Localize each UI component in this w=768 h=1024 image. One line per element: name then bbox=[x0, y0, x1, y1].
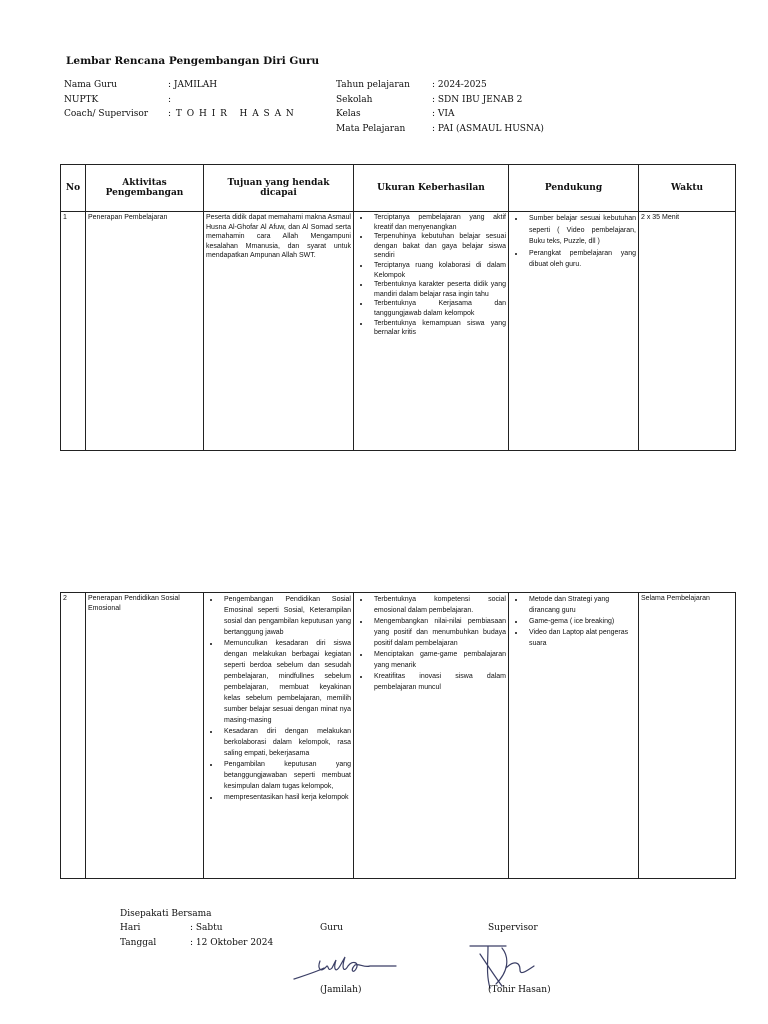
list-item: • Perangkat pembelajaran yang dibuat oleh guru. bbox=[525, 248, 636, 271]
pendukung-list bbox=[511, 213, 636, 271]
list-item: • Video dan Laptop alat pengeras suara bbox=[525, 627, 636, 649]
header-no: No bbox=[61, 165, 86, 212]
tanggal-label: Tanggal bbox=[120, 938, 157, 948]
list-item: • Terpenuhinya kebutuhan belajar sesuai dengan bakat dan gaya belajar siswa sendiri bbox=[370, 232, 506, 261]
identity-row bbox=[64, 107, 295, 122]
identity-right bbox=[336, 78, 544, 136]
cell-no: 2 bbox=[61, 593, 86, 879]
hari-value: : Sabtu bbox=[190, 923, 223, 933]
list-item: • Terciptanya ruang kolaborasi di dalam Kelompok bbox=[370, 261, 506, 280]
field-value: : VIA bbox=[432, 109, 455, 119]
cell-pendukung bbox=[509, 212, 639, 451]
field-label: Kelas bbox=[336, 109, 361, 119]
cell-tujuan bbox=[204, 593, 354, 879]
table-row bbox=[61, 593, 736, 879]
identity-row bbox=[336, 78, 544, 93]
field-value: : 2024-2025 bbox=[432, 80, 487, 90]
list-item: • Terciptanya pembelajaran yang aktif kreatif dan menyenangkan bbox=[370, 213, 506, 232]
header-pendukung: Pendukung bbox=[509, 165, 639, 212]
list-item: • Game-gema ( ice breaking) bbox=[525, 616, 636, 627]
cell-waktu: Selama Pembelajaran bbox=[639, 593, 736, 879]
cell-ukuran bbox=[354, 212, 509, 451]
cell-no: 1 bbox=[61, 212, 86, 451]
list-item: • Kesadaran diri dengan melakukan berkolaborasi dalam kelompok, rasa saling empati, bekerjasama bbox=[220, 726, 351, 759]
list-item: • Terbentuknya karakter peserta didik yang mandiri dalam belajar rasa ingin tahu bbox=[370, 280, 506, 299]
agreement-heading: Disepakati Bersama bbox=[120, 909, 212, 919]
list-item: • Kreatifitas inovasi siswa dalam pembelajaran muncul bbox=[370, 671, 506, 693]
guru-signature bbox=[290, 948, 405, 984]
identity-left bbox=[64, 78, 295, 122]
header-ukuran: Ukuran Keberhasilan bbox=[354, 165, 509, 212]
cell-waktu: 2 x 35 Menit bbox=[639, 212, 736, 451]
plan-table-2 bbox=[60, 592, 736, 879]
identity-row bbox=[336, 122, 544, 137]
list-item: • Memunculkan kesadaran diri siswa dengan melakukan berbagai kegiatan seperti berdoa sebelum dan sesudah pembelajaran, mindfullnes sebelum pembelajaran, membuat keyakinan kelas sebelum pembelajaran, memilih sumber belajar sesuai dengan minat nya masing-masing bbox=[220, 638, 351, 726]
list-item: • Terbentuknya kemampuan siswa yang bernalar kritis bbox=[370, 319, 506, 338]
field-value: : bbox=[168, 94, 172, 105]
cell-aktivitas: Penerapan Pembelajaran bbox=[86, 212, 204, 451]
list-item: • Metode dan Strategi yang dirancang guru bbox=[525, 594, 636, 616]
cell-pendukung bbox=[509, 593, 639, 879]
field-label: NUPTK bbox=[64, 94, 99, 105]
header-waktu: Waktu bbox=[639, 165, 736, 212]
cell-tujuan: Peserta didik dapat memahami makna Asmaul Husna Al-Ghofar Al Afuw, dan Al Somad serta memahamin cara Allah Mengampuni kesalahan Mmanusia, dan syarat untuk mendapatkan Ampunan Allah SWT. bbox=[204, 212, 354, 451]
list-item: • Terbentuknya kompetensi social emosional dalam pembelajaran. bbox=[370, 594, 506, 616]
field-value: : T O H I R H A S A N bbox=[168, 109, 295, 119]
list-item: • Pengembangan Pendidikan Sosial Emosinal seperti Sosial, Keterampilan sosial dan pengambilan keputusan yang bertanggung jawab bbox=[220, 594, 351, 638]
field-label: Sekolah bbox=[336, 94, 373, 105]
ukuran-list bbox=[356, 213, 506, 338]
list-item: • Menciptakan game-game pembalajaran yang menarik bbox=[370, 649, 506, 671]
cell-ukuran bbox=[354, 593, 509, 879]
field-value: : JAMILAH bbox=[168, 80, 218, 90]
header-tujuan: Tujuan yang hendak dicapai bbox=[204, 165, 354, 212]
identity-row bbox=[336, 93, 544, 108]
list-item: • Mengembangkan nilai-nilai pembiasaan yang positif dan menumbuhkan budaya positif dalam pembelajaran bbox=[370, 616, 506, 649]
cell-aktivitas: Penerapan Pendidikan Sosial Emosional bbox=[86, 593, 204, 879]
ukuran-list bbox=[356, 594, 506, 693]
tanggal-value: : 12 Oktober 2024 bbox=[190, 938, 274, 948]
table-row bbox=[61, 212, 736, 451]
list-item: • mempresentasikan hasil kerja kelompok bbox=[220, 792, 351, 803]
table-header-row bbox=[61, 165, 736, 212]
identity-row bbox=[64, 93, 295, 108]
identity-row bbox=[64, 78, 295, 93]
list-item: • Sumber belajar sesuai kebutuhan seperti ( Video pembelajaran, Buku teks, Puzzle, dll ) bbox=[525, 213, 636, 248]
hari-label: Hari bbox=[120, 923, 141, 933]
field-label: Mata Pelajaran bbox=[336, 123, 406, 134]
field-label: Coach/ Supervisor bbox=[64, 109, 149, 119]
field-label: Tahun pelajaran bbox=[336, 80, 410, 90]
guru-name: (Jamilah) bbox=[320, 985, 362, 995]
list-item: • Terbentuknya Kerjasama dan tanggungjawab dalam kelompok bbox=[370, 299, 506, 318]
field-label: Nama Guru bbox=[64, 80, 118, 90]
field-value: : PAI (ASMAUL HUSNA) bbox=[432, 123, 544, 134]
plan-table-1 bbox=[60, 164, 736, 451]
header-aktivitas: Aktivitas Pengembangan bbox=[86, 165, 204, 212]
tujuan-list bbox=[206, 594, 351, 803]
identity-row bbox=[336, 107, 544, 122]
page-title: Lembar Rencana Pengembangan Diri Guru bbox=[66, 55, 320, 67]
guru-label: Guru bbox=[320, 923, 344, 933]
supervisor-label: Supervisor bbox=[488, 923, 538, 933]
supervisor-name: (Tohir Hasan) bbox=[488, 985, 551, 995]
list-item: • Pengambilan keputusan yang betanggungjawaban seperti membuat kesimpulan dalam tugas kelompok, bbox=[220, 759, 351, 792]
field-value: : SDN IBU JENAB 2 bbox=[432, 94, 523, 105]
pendukung-list bbox=[511, 594, 636, 649]
